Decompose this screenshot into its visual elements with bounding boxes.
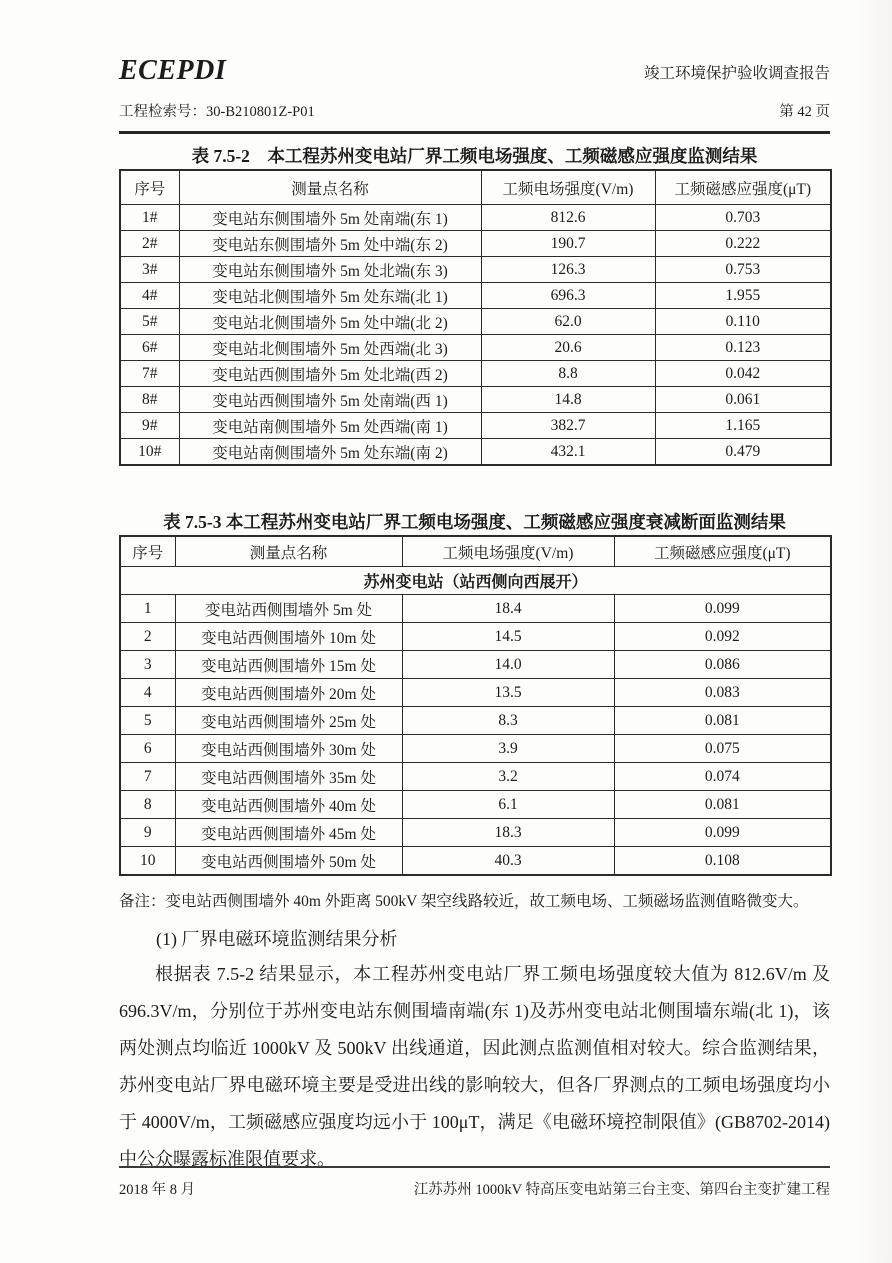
table-cell: 变电站西侧围墙外 40m 处 <box>175 791 402 819</box>
table-row <box>120 679 831 707</box>
table-cell: 432.1 <box>481 439 655 466</box>
table-cell: 0.075 <box>614 735 831 763</box>
table-cell: 18.3 <box>402 819 614 847</box>
table-cell: 9# <box>120 413 179 439</box>
table-cell: 变电站西侧围墙外 15m 处 <box>175 651 402 679</box>
table-cell: 10 <box>120 847 175 876</box>
table-group-header-row <box>120 567 831 595</box>
table-cell: 6# <box>120 335 179 361</box>
analysis-paragraph: 根据表 7.5-2 结果显示，本工程苏州变电站厂界工频电场强度较大值为 812.6V/m 及 696.3V/m，分别位于苏州变电站东侧围墙南端(东 1)及苏州变电站北侧围墙东端(北 1)，该两处测点均临近 1000kV 及 500kV 出线通道，因此测点监测值相对较大。综合监测结果，苏州变电站厂界电磁环境主要是受进出线的影响较大，但各厂界测点的工频电场强度均小于 4000V/m，工频磁感应强度均远小于 100μT，满足《电磁环境控制限值》(GB8702-2014)中公众曝露标准限值要求。 <box>119 964 830 1169</box>
table-cell: 0.703 <box>655 205 831 231</box>
table-cell: 3.9 <box>402 735 614 763</box>
table-cell: 0.074 <box>614 763 831 791</box>
table-cell: 14.8 <box>481 387 655 413</box>
table-cell: 5# <box>120 309 179 335</box>
table-cell: 变电站东侧围墙外 5m 处中端(东 2) <box>179 231 481 257</box>
table-cell: 变电站东侧围墙外 5m 处南端(东 1) <box>179 205 481 231</box>
col-header-seq: 序号 <box>120 170 179 205</box>
table-cell: 变电站西侧围墙外 25m 处 <box>175 707 402 735</box>
table-cell: 变电站西侧围墙外 20m 处 <box>175 679 402 707</box>
col-header-bfield: 工频磁感应强度(μT) <box>655 170 831 205</box>
table-cell: 0.099 <box>614 595 831 623</box>
table2-title: 表 7.5-3 本工程苏州变电站厂界工频电场强度、工频磁感应强度衰减断面监测结果 <box>163 512 786 532</box>
table-cell: 4# <box>120 283 179 309</box>
table-row <box>120 309 831 335</box>
table-cell: 62.0 <box>481 309 655 335</box>
table-row <box>120 763 831 791</box>
table-row <box>120 361 831 387</box>
table-cell: 5 <box>120 707 175 735</box>
col-header-efield: 工频电场强度(V/m) <box>402 536 614 567</box>
table-cell: 1# <box>120 205 179 231</box>
table-row <box>120 439 831 466</box>
table-row <box>120 847 831 876</box>
analysis-heading: (1) 厂界电磁环境监测结果分析 <box>156 929 398 949</box>
col-header-efield: 工频电场强度(V/m) <box>481 170 655 205</box>
table-row <box>120 819 831 847</box>
table-row <box>120 413 831 439</box>
table-header-row <box>120 170 831 205</box>
table-row <box>120 335 831 361</box>
page-content <box>119 0 830 1178</box>
table-cell: 20.6 <box>481 335 655 361</box>
table-cell: 382.7 <box>481 413 655 439</box>
table-cell: 变电站北侧围墙外 5m 处西端(北 3) <box>179 335 481 361</box>
table-cell: 变电站西侧围墙外 50m 处 <box>175 847 402 876</box>
table-row <box>120 735 831 763</box>
table-cell: 6.1 <box>402 791 614 819</box>
table-row <box>120 791 831 819</box>
table-cell: 0.222 <box>655 231 831 257</box>
table-cell: 0.479 <box>655 439 831 466</box>
table-cell: 0.092 <box>614 623 831 651</box>
col-header-point-name: 测量点名称 <box>175 536 402 567</box>
table-body <box>120 205 831 466</box>
table-cell: 18.4 <box>402 595 614 623</box>
page-header-meta <box>119 102 830 122</box>
table-cell: 0.086 <box>614 651 831 679</box>
table-cell: 0.042 <box>655 361 831 387</box>
table-cell: 变电站北侧围墙外 5m 处东端(北 1) <box>179 283 481 309</box>
table-cell: 2# <box>120 231 179 257</box>
col-header-bfield: 工频磁感应强度(μT) <box>614 536 831 567</box>
table-cell: 0.061 <box>655 387 831 413</box>
table-cell: 14.5 <box>402 623 614 651</box>
table-cell: 1.955 <box>655 283 831 309</box>
table-cell: 126.3 <box>481 257 655 283</box>
company-logo: ECEPDI <box>119 55 227 86</box>
table-cell: 变电站北侧围墙外 5m 处中端(北 2) <box>179 309 481 335</box>
table-cell: 变电站西侧围墙外 5m 处南端(西 1) <box>179 387 481 413</box>
table-cell: 8.8 <box>481 361 655 387</box>
table-header-row <box>120 536 831 567</box>
table-cell: 变电站西侧围墙外 45m 处 <box>175 819 402 847</box>
table-cell: 0.108 <box>614 847 831 876</box>
table-cell: 0.123 <box>655 335 831 361</box>
table-cell: 3.2 <box>402 763 614 791</box>
table-cell: 8.3 <box>402 707 614 735</box>
table-cell: 1.165 <box>655 413 831 439</box>
table-cell: 4 <box>120 679 175 707</box>
table-cell: 9 <box>120 819 175 847</box>
table-cell: 2 <box>120 623 175 651</box>
col-header-seq: 序号 <box>120 536 175 567</box>
table1-title: 表 7.5-2 本工程苏州变电站厂界工频电场强度、工频磁感应强度监测结果 <box>191 146 758 166</box>
header-divider <box>119 131 830 134</box>
table-cell: 40.3 <box>402 847 614 876</box>
table-row <box>120 257 831 283</box>
table-cell: 1 <box>120 595 175 623</box>
table-row <box>120 283 831 309</box>
table-cell: 变电站南侧围墙外 5m 处西端(南 1) <box>179 413 481 439</box>
table-cell: 0.753 <box>655 257 831 283</box>
page-header <box>119 56 830 86</box>
table-cell: 696.3 <box>481 283 655 309</box>
page-number: 第 42 页 <box>779 104 830 120</box>
table-row <box>120 205 831 231</box>
table-cell: 14.0 <box>402 651 614 679</box>
table-cell: 13.5 <box>402 679 614 707</box>
table-row <box>120 231 831 257</box>
table-cell: 变电站东侧围墙外 5m 处北端(东 3) <box>179 257 481 283</box>
col-header-point-name: 测量点名称 <box>179 170 481 205</box>
table-row <box>120 623 831 651</box>
table-cell: 7# <box>120 361 179 387</box>
table-row <box>120 707 831 735</box>
table-row <box>120 651 831 679</box>
table-cell: 变电站南侧围墙外 5m 处东端(南 2) <box>179 439 481 466</box>
table-cell: 0.110 <box>655 309 831 335</box>
footer-date: 2018 年 8 月 <box>119 1182 196 1198</box>
table-cell: 0.083 <box>614 679 831 707</box>
boundary-monitoring-table <box>119 169 832 466</box>
footer-project-name: 江苏苏州 1000kV 特高压变电站第三台主变、第四台主变扩建工程 <box>413 1182 830 1198</box>
page-footer <box>119 1166 830 1199</box>
table-row <box>120 595 831 623</box>
table-cell: 0.081 <box>614 707 831 735</box>
table-group-header: 苏州变电站（站西侧向西展开） <box>120 567 831 595</box>
report-title: 竣工环境保护验收调查报告 <box>643 65 830 82</box>
table-cell: 3 <box>120 651 175 679</box>
table-note: 备注：变电站西侧围墙外 40m 外距离 500kV 架空线路较近，故工频电场、工频磁场监测值略微变大。 <box>119 893 809 910</box>
table-cell: 0.081 <box>614 791 831 819</box>
table-cell: 190.7 <box>481 231 655 257</box>
table-cell: 变电站西侧围墙外 30m 处 <box>175 735 402 763</box>
table-row <box>120 387 831 413</box>
table-cell: 10# <box>120 439 179 466</box>
attenuation-section-table <box>119 535 832 876</box>
table-cell: 7 <box>120 763 175 791</box>
table-cell: 8 <box>120 791 175 819</box>
doc-index-number: 工程检索号：30-B210801Z-P01 <box>119 104 315 120</box>
table-cell: 0.099 <box>614 819 831 847</box>
table-cell: 8# <box>120 387 179 413</box>
table-cell: 变电站西侧围墙外 5m 处 <box>175 595 402 623</box>
table-cell: 变电站西侧围墙外 35m 处 <box>175 763 402 791</box>
table-cell: 变电站西侧围墙外 5m 处北端(西 2) <box>179 361 481 387</box>
table-cell: 812.6 <box>481 205 655 231</box>
table-cell: 变电站西侧围墙外 10m 处 <box>175 623 402 651</box>
table-body <box>120 595 831 876</box>
table-cell: 6 <box>120 735 175 763</box>
table-cell: 3# <box>120 257 179 283</box>
